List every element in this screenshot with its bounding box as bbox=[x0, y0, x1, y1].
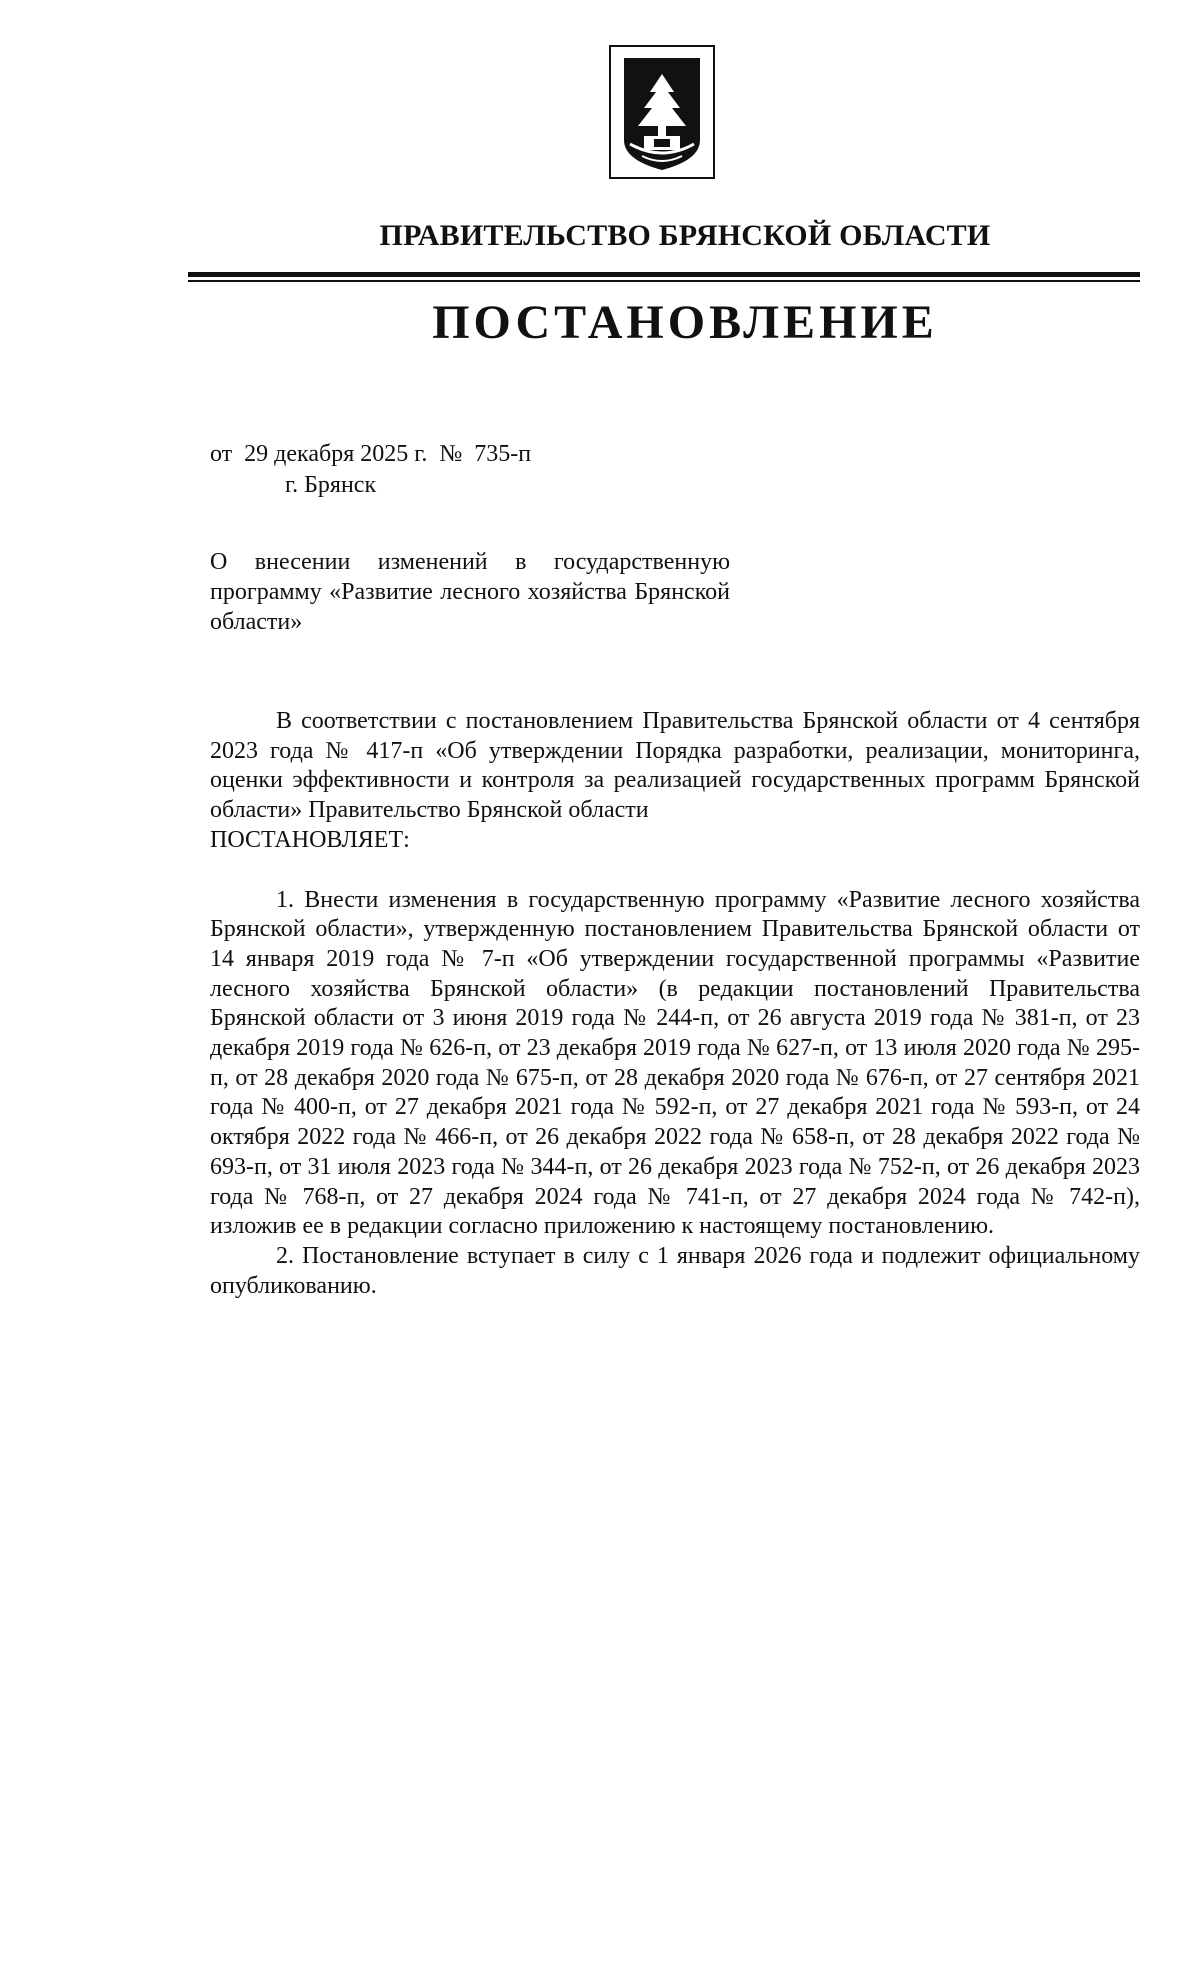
date-number-line: от 29 декабря 2025 г. № 735-п bbox=[210, 441, 532, 467]
document-body bbox=[210, 707, 1140, 1301]
document-type-title: ПОСТАНОВЛЕНИЕ bbox=[432, 296, 938, 349]
document-subject: О внесении изменений в государственную программу «Развитие лесного хозяйства Брянской области» bbox=[210, 549, 730, 635]
paragraph-gap bbox=[210, 856, 1140, 886]
item-1-paragraph: 1. Внести изменения в государственную программу «Развитие лесного хозяйства Брянской области», утвержденную постановлением Правительства Брянской области от 14 января 2019 года № 7-п «Об утверждении государственной программы «Развитие лесного хозяйства Брянской области» (в редакции постановлений Правительства Брянской области от 3 июня 2019 года № 244-п, от 26 августа 2019 года № 381-п, от 23 декабря 2019 года № 626-п, от 23 декабря 2019 года № 627-п, от 13 июля 2020 года № 295-п, от 28 декабря 2020 года № 675-п, от 28 декабря 2020 года № 676-п, от 27 сентября 2021 года № 400-п, от 27 декабря 2021 года № 592-п, от 27 декабря 2021 года № 593-п, от 24 октября 2022 года № 466-п, от 26 декабря 2022 года № 658-п, от 28 декабря 2022 года № 693-п, от 31 июля 2023 года № 344-п, от 26 декабря 2023 года № 752-п, от 26 декабря 2023 года № 768-п, от 27 декабря 2024 года № 741-п, от 27 декабря 2024 года № 742-п), изложив ее в редакции согласно приложению к настоящему постановлению. bbox=[210, 886, 1140, 1240]
resolves-line: ПОСТАНОВЛЯЕТ: bbox=[210, 826, 410, 853]
city-line: г. Брянск bbox=[285, 472, 377, 498]
government-title: ПРАВИТЕЛЬСТВО БРЯНСКОЙ ОБЛАСТИ bbox=[379, 219, 991, 252]
coat-of-arms-icon bbox=[608, 44, 716, 180]
header-rule-thin bbox=[188, 280, 1140, 282]
preamble-paragraph: В соответствии с постановлением Правительства Брянской области от 4 сентября 2023 года № 417-п «Об утверждении Порядка разработки, реализации, мониторинга, оценки эффективности и контроля за реализацией государственных программ Брянской области» Правительство Брянской области bbox=[210, 708, 1140, 824]
item-2-paragraph: 2. Постановление вступает в силу с 1 января 2026 года и подлежит официальному опубликованию. bbox=[210, 1242, 1140, 1299]
header-rule-thick bbox=[188, 272, 1140, 277]
